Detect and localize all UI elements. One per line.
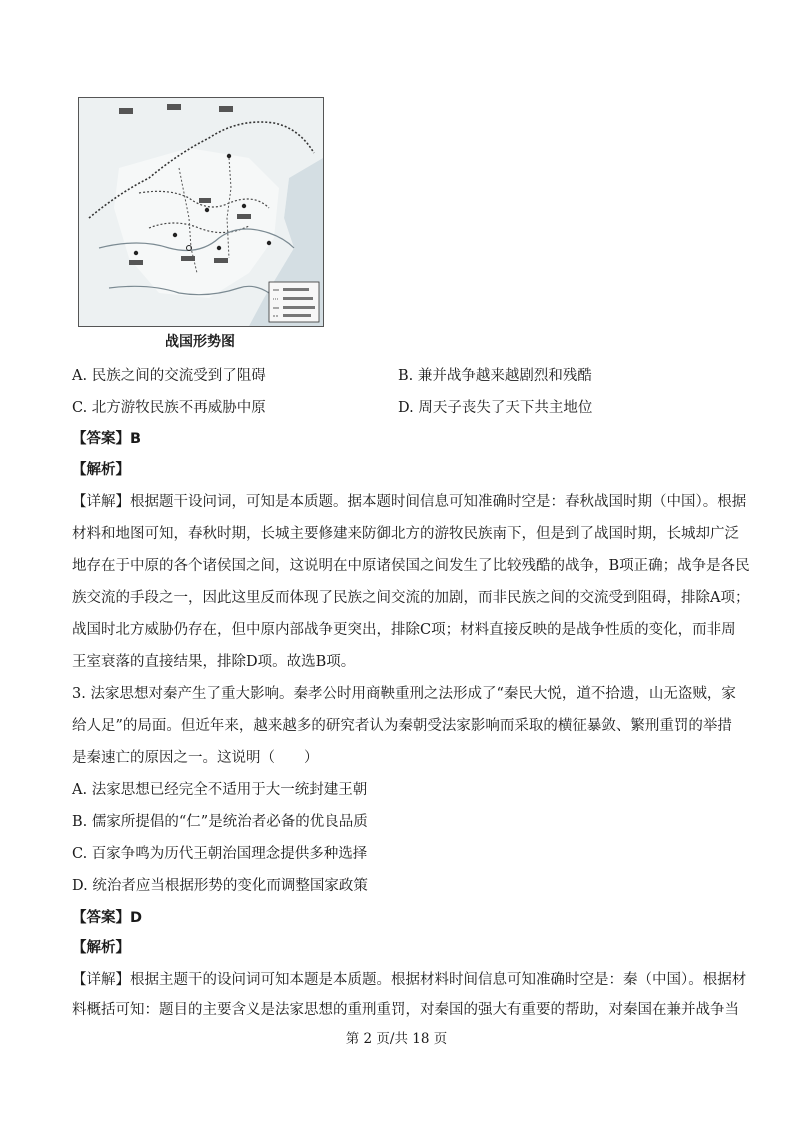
q3-option-b: B. 儒家所提倡的“仁”是统治者必备的优良品质 xyxy=(72,814,368,830)
q3-option-d: D. 统治者应当根据形势的变化而调整国家政策 xyxy=(72,878,368,894)
q2-option-b: B. 兼并战争越来越剧烈和残酷 xyxy=(398,368,592,384)
q2-detail-line: 王室衰落的直接结果，排除D项。故选B项。 xyxy=(72,654,356,670)
q2-analysis-label: 【解析】 xyxy=(72,462,130,478)
q2-detail-line: 族交流的手段之一，因此这里反而体现了民族之间交流的加剧，而非民族之间的交流受到阻碍，排除A项； xyxy=(72,590,750,606)
q3-stem-line: 3. 法家思想对秦产生了重大影响。秦孝公时用商鞅重刑之法形成了“秦民大悦，道不拾遗，山无盗贼，家 xyxy=(72,686,736,702)
q2-answer: 【答案】B xyxy=(72,431,142,447)
q2-option-c: C. 北方游牧民族不再威胁中原 xyxy=(72,400,266,416)
page-number: 第 2 页/共 18 页 xyxy=(345,1031,448,1047)
q3-stem-line: 给人足”的局面。但近年来，越来越多的研究者认为秦朝受法家影响而采取的横征暴敛、繁刑重罚的举措 xyxy=(72,718,732,734)
map-image xyxy=(79,98,323,326)
q2-option-a: A. 民族之间的交流受到了阻碍 xyxy=(72,368,266,384)
q2-detail-line: 地存在于中原的各个诸侯国之间，这说明在中原诸侯国之间发生了比较残酷的战争，B项正确；战争是各民 xyxy=(72,558,750,574)
q3-option-c: C. 百家争鸣为历代王朝治国理念提供多种选择 xyxy=(72,846,368,862)
warring-states-map xyxy=(78,97,324,327)
q3-stem-line: 是秦速亡的原因之一。这说明（ ） xyxy=(72,750,319,766)
map-caption: 战国形势图 xyxy=(165,334,235,350)
q2-option-d: D. 周天子丧失了天下共主地位 xyxy=(398,400,593,416)
q3-answer: 【答案】D xyxy=(72,910,143,926)
q3-option-a: A. 法家思想已经完全不适用于大一统封建王朝 xyxy=(72,782,368,798)
q2-detail-line: 材料和地图可知，春秋时期，长城主要修建来防御北方的游牧民族南下，但是到了战国时期，长城却广泛 xyxy=(72,526,739,542)
q2-detail-line: 战国时北方威胁仍存在，但中原内部战争更突出，排除C项；材料直接反映的是战争性质的变化，而非周 xyxy=(72,622,736,638)
q2-detail-line: 【详解】根据题干设问词，可知是本质题。据本题时间信息可知准确时空是：春秋战国时期（中国）。根据 xyxy=(72,494,747,510)
q3-analysis-label: 【解析】 xyxy=(72,940,130,956)
q3-detail-line: 料概括可知：题目的主要含义是法家思想的重刑重罚，对秦国的强大有重要的帮助，对秦国在兼并战争当 xyxy=(72,1002,739,1018)
q3-detail-line: 【详解】根据主题干的设问词可知本题是本质题。根据材料时间信息可知准确时空是：秦（中国）。根据材 xyxy=(72,972,747,988)
